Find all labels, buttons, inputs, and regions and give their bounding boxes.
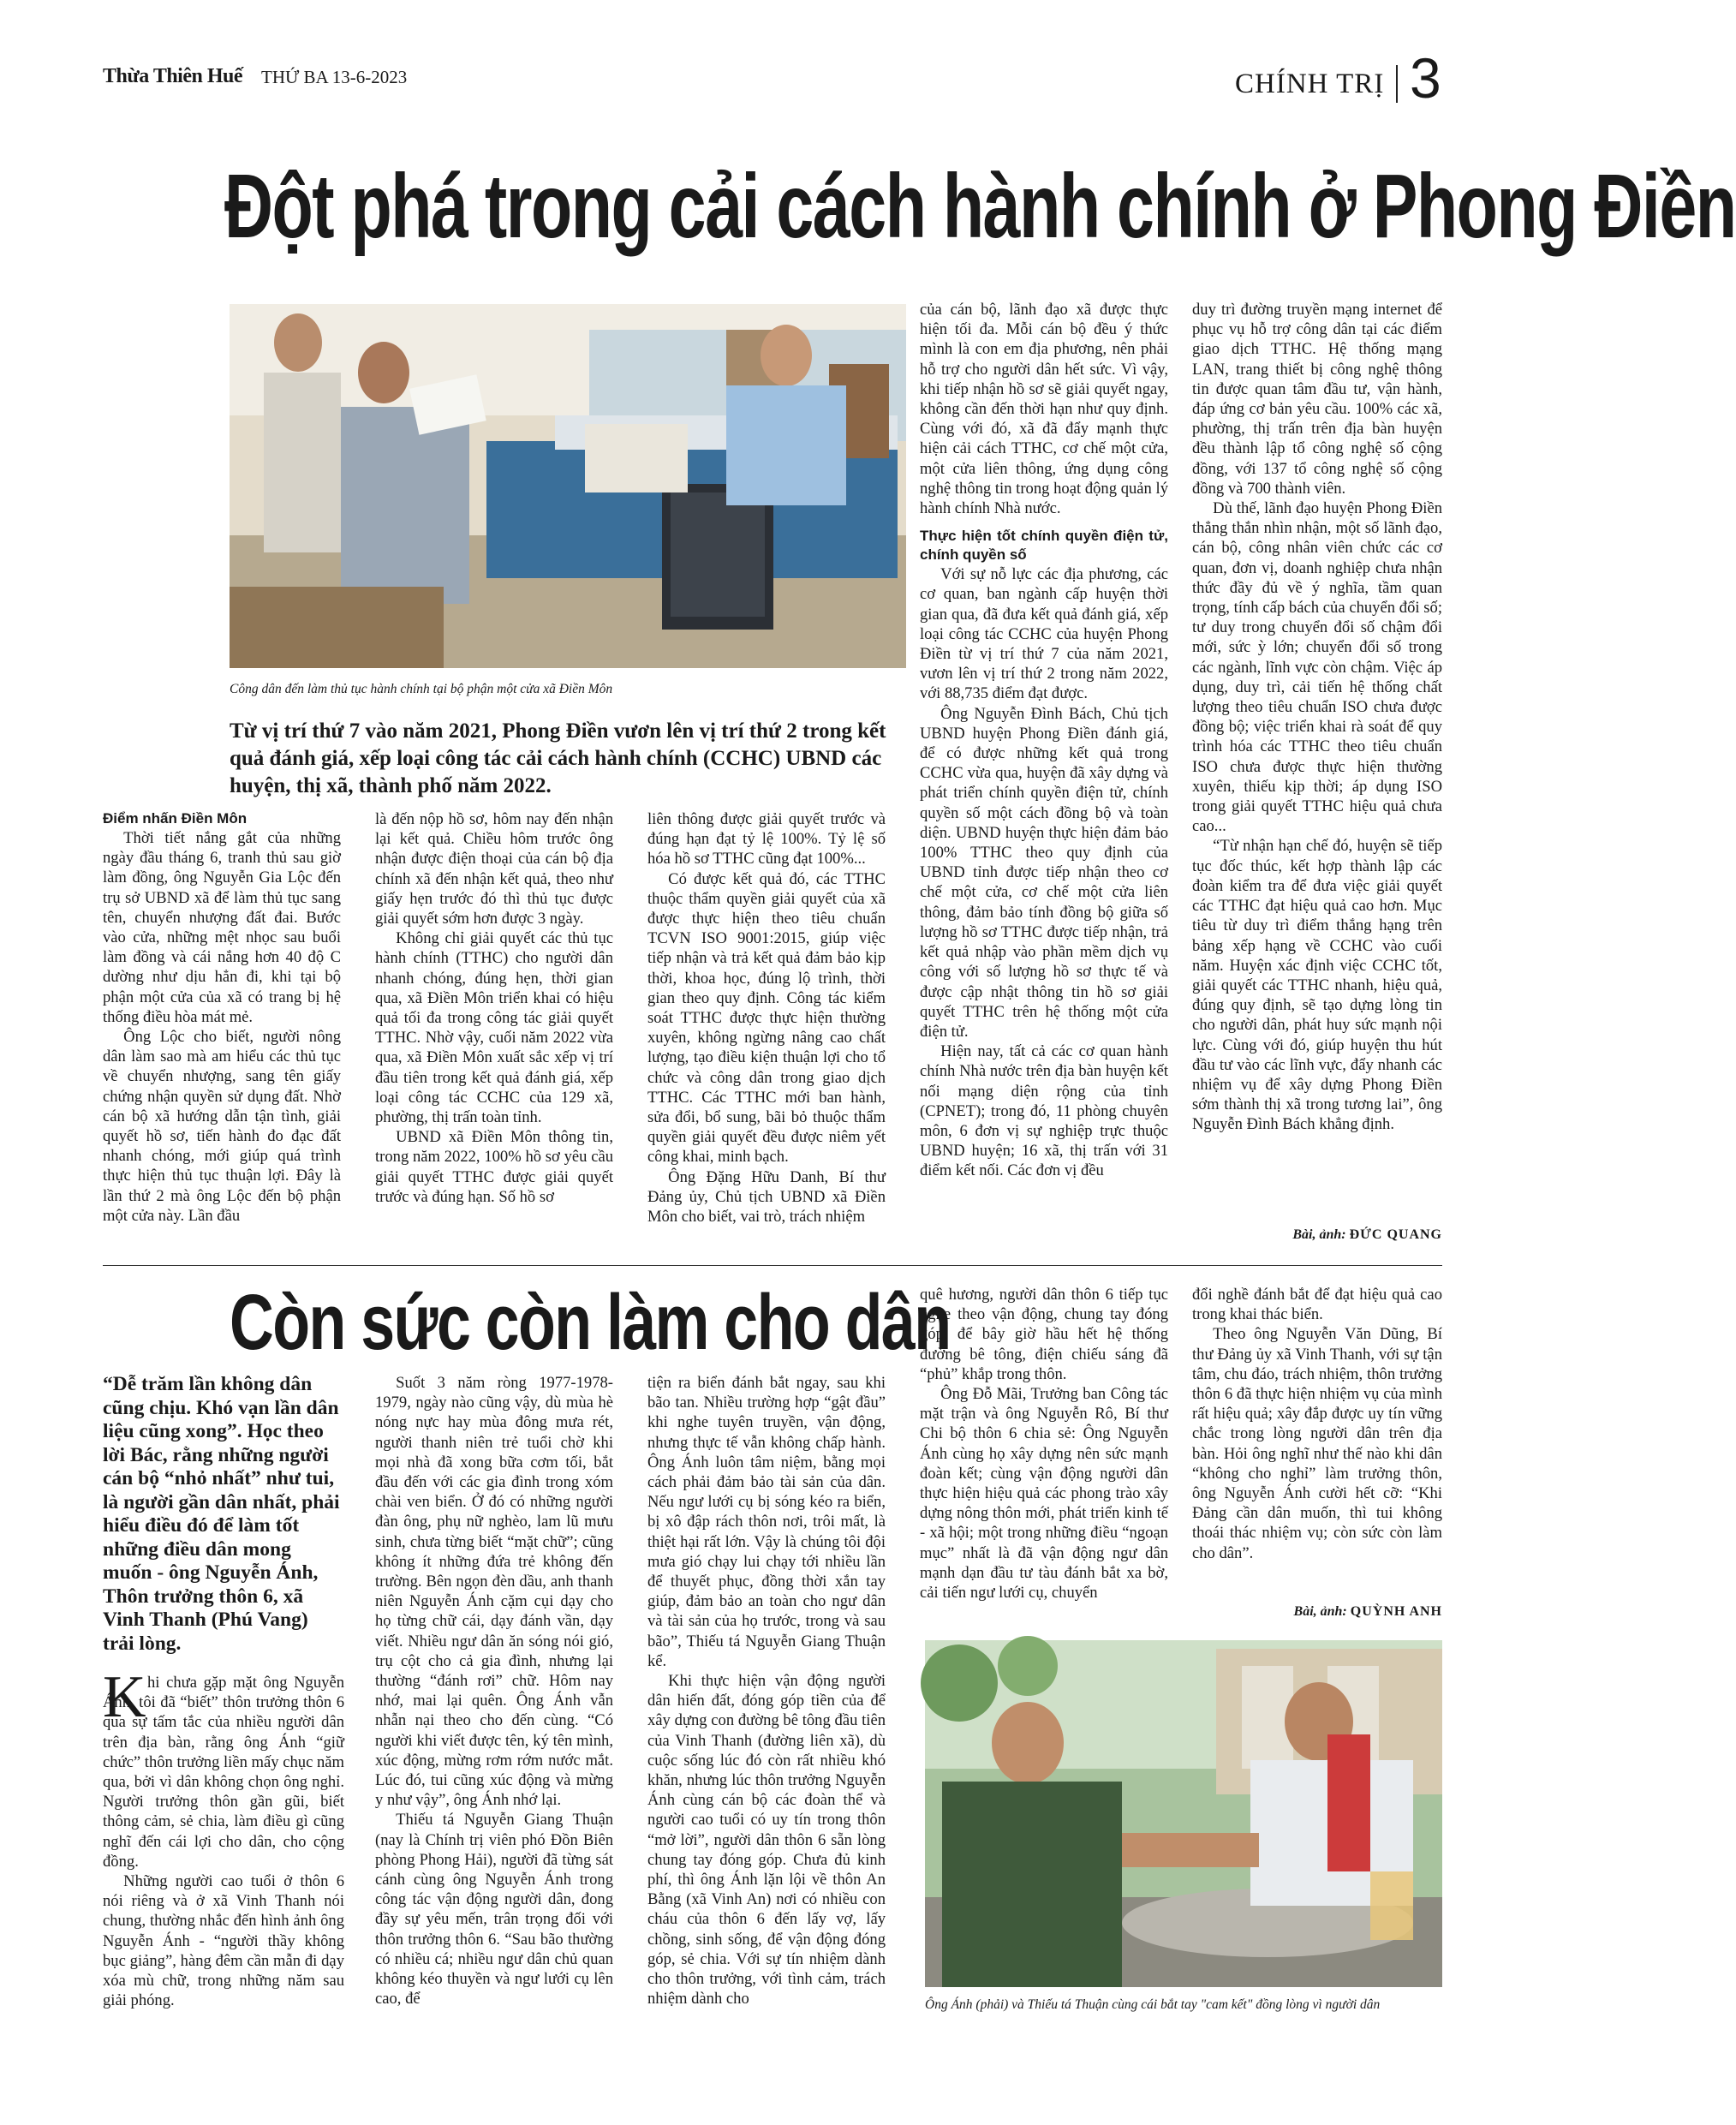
paragraph: Ông Đặng Hữu Danh, Bí thư Đảng ủy, Chủ tịch UBND xã Điền Môn cho biết, vai trò, trách nhiệm: [647, 1167, 886, 1227]
paragraph: Không chỉ giải quyết các thủ tục hành chính (TTHC) cho người dân nhanh chóng, đúng hẹn, thời gian qua, xã Điền Môn triển khai có hiệu quả tối đa trong công tác giải quyết TTHC. Nhờ vậy, cuối năm 2022 vừa qua, xã Điền Môn xuất sắc xếp vị trí đầu tiên trong kết quả đánh giá, xếp loại công tác CCHC của 129 xã, phường, thị trấn toàn tỉnh.: [375, 929, 613, 1127]
section-name: CHÍNH TRỊ: [1235, 69, 1385, 99]
paragraph: quê hương, người dân thôn 6 tiếp tục nghe theo vận động, chung tay đóng góp, để bây giờ hầu hết hệ thống đường bê tông, điện chiếu sáng đã “phủ” khắp trong thôn.: [920, 1286, 1168, 1383]
paragraph: Với sự nỗ lực các địa phương, các cơ quan, ban ngành cấp huyện thời gian qua, đã đưa kết quả đánh giá, xếp loại công tác CCHC của huyện Phong Điền từ vị trí thứ 7 của năm 2021, vươn lên vị trí thứ 2 trong năm 2022, với 88,735 điểm đạt được.: [920, 565, 1168, 703]
paragraph: Dù thế, lãnh đạo huyện Phong Điền thẳng thắn nhìn nhận, một số lãnh đạo, cán bộ, công nhân viên chức các cơ quan, đơn vị, doanh nghiệp chưa nhận thức đầy đủ về ý nghĩa, tầm quan trọng, tính cấp bách của chuyển đổi số; tư duy trong chuyển đổi số chậm đổi mới, sức ỳ lớn; chuyển đổi số trong các ngành, lĩnh vực còn chậm. Việc áp dụng, duy trì, cải tiến hệ thống chất lượng theo tiêu chuẩn ISO chưa được đồng bộ; việc triển khai rà soát để quy trình hóa các TTHC theo tiêu chuẩn ISO chưa được thực hiện thường xuyên, thiếu kịp thời; áp dụng ISO trong giải quyết TTHC hiệu quả chưa cao...: [1192, 499, 1442, 836]
article2-photo: [925, 1640, 1442, 1987]
article2-column-4: [920, 1285, 1168, 1602]
article1-headline: Đột phá trong cải cách hành chính ở Phong Điền: [224, 156, 1736, 257]
paragraph: Những người cao tuổi ở thôn 6 nói riêng và ở xã Vinh Thanh nói chung, thường nhắc đến hình ảnh ông Nguyễn Ánh - “người thầy không bục giảng”, hàng đêm cần mẫn đi dạy xóa mù chữ, trong những năm sau giải phóng.: [103, 1872, 344, 2010]
paragraph: Ông Lộc cho biết, người nông dân làm sao mà am hiểu các thủ tục về chuyển nhượng, sang tên giấy chứng nhận quyền sử dụng đất. Nhờ cán bộ xã hướng dẫn tận tình, giải quyết hồ sơ, tiến hành đo đạc đất nhanh chóng, mới giúp quá trình thực hiện thủ tục thuận lợi. Đây là lần thứ 2 mà ông Lộc đến bộ phận một cửa này. Lần đầu: [103, 1028, 341, 1225]
section-divider: [1396, 65, 1398, 103]
paragraph: là đến nộp hồ sơ, hôm nay đến nhận lại kết quả. Chiều hôm trước ông nhận được điện thoại của cán bộ địa chính xã đến nhận kết quả, theo như giấy hẹn trước đó thì thủ tục được giải quyết sớm hơn được 3 ngày.: [375, 810, 613, 928]
subheading: Thực hiện tốt chính quyền điện tử, chính quyền số: [920, 528, 1168, 564]
byline-prefix: Bài, ảnh:: [1292, 1227, 1346, 1242]
article1-photo-caption: Công dân đến làm thủ tục hành chính tại bộ phận một cửa xã Điền Môn: [230, 682, 613, 696]
subheading: Điểm nhấn Điền Môn: [103, 810, 248, 827]
article1-column-4: [920, 300, 1168, 1252]
article2-column-3: [647, 1373, 886, 2050]
byline-author: ĐỨC QUANG: [1349, 1227, 1442, 1242]
paragraph: “Từ nhận hạn chế đó, huyện sẽ tiếp tục đốc thúc, kết hợp thành lập các đoàn kiểm tra để đưa việc giải quyết các TTHC đạt hiệu quả cao hơn. Mục tiêu từ duy trì điểm thắng hạng trên bảng xếp hạng về CCHC vào cuối năm. Huyện xác định việc CCHC tốt, giải quyết các TTHC nhanh, hiệu quả, đúng quy định, sẽ tạo dựng lòng tin cho người dân, phát huy sức mạnh nội lực. Cùng với đó, giúp huyện thu hút đầu tư vào các lĩnh vực, đẩy nhanh các nhiệm vụ để xây dựng Phong Điền sớm thành thị xã trong tương lai”, ông Nguyễn Đình Bách khẳng định.: [1192, 837, 1442, 1134]
paragraph: Ông Đỗ Mãi, Trưởng ban Công tác mặt trận và ông Nguyễn Rô, Bí thư Chi bộ thôn 6 chia sẻ: Ông Nguyễn Ánh cùng họ xây dựng nên sức mạnh đoàn kết; cùng vận động người dân thực hiện hiệu quả các phong trào xây dựng nông thôn mới, phát triển kinh tế - xã hội; một trong những điều “ngoạn mục” nhất là đã vận động ngư dân mạnh dạn đầu tư tàu đánh bắt xa bờ, cải tiến ngư lưới cụ, chuyển: [920, 1385, 1168, 1603]
article2-column-2: [375, 1373, 613, 2050]
article1-column-5: [1192, 300, 1442, 1225]
paragraph: Ông Nguyễn Đình Bách, Chủ tịch UBND huyện Phong Điền đánh giá, để có được những kết quả trong CCHC vừa qua, huyện đã xây dựng và phát triển chính quyền điện tử, chính quyền số một cách đồng bộ và toàn diện. UBND huyện thực hiện đảm bảo 100% TTHC theo quy định của UBND tỉnh được tiếp nhận theo cơ chế một cửa, cơ chế một cửa liên thông, đảm bảo tính đồng bộ giữa số lượng hồ sơ TTHC được tiếp nhận, trả kết quả nhập vào phần mềm dịch vụ công với số lượng hồ sơ thực tế và được cập nhật thông tin hồ sơ giải quyết TTHC trên hệ thống một cửa điện tử.: [920, 704, 1168, 1041]
page-number: 3: [1410, 46, 1441, 110]
paragraph: hi chưa gặp mặt ông Nguyễn Ánh, tôi đã “biết” thôn trưởng thôn 6 qua sự tấm tắc của nhiều người dân trên địa bàn, rằng ông Ánh “giữ chức” thôn trưởng liền mấy chục năm qua, bởi vì dân không chọn ông nghỉ. Người trưởng thôn gần gũi, biết thông cảm, sẻ chia, làm điều gì cũng nghĩ đến cái lợi cho dân, cho cộng đồng.: [103, 1674, 344, 1871]
article1-column-1: [103, 809, 341, 1251]
article2-byline: [1192, 1604, 1442, 1620]
byline-prefix: Bài, ảnh:: [1293, 1604, 1347, 1619]
article1-photo: [230, 304, 906, 668]
paragraph: liên thông được giải quyết trước và đúng hạn đạt tỷ lệ 100%. Tỷ lệ số hóa hồ sơ TTHC cũng đạt 100%...: [647, 810, 886, 869]
handshake-scene-image: [925, 1640, 1442, 1987]
paragraph: tiện ra biển đánh bắt ngay, sau khi bão tan. Nhiều trường hợp “gật đầu” khi nghe tuyên truyền, vận động, nhưng thực tế vẫn không chấp hành. Ông Ánh luôn tâm niệm, bằng mọi cách phải đảm bảo tài sản của dân. Nếu ngư lưới cụ bị sóng kéo ra biển, bị xô đập rách thôn nơi, trôi mất, là thiệt hại rất lớn. Vậy là chúng tôi đội mưa gió chạy lui chạy tới nhiều lần để thuyết phục, đồng thời xắn tay giúp, đảm bảo an toàn cho ngư dân và tài sản của họ trước, trong và sau bão”, Thiếu tá Nguyễn Giang Thuận kể.: [647, 1374, 886, 1670]
paragraph: Suốt 3 năm ròng 1977-1978-1979, ngày nào cũng vậy, dù mùa hè nóng nực hay mùa đông mưa rét, người thanh niên trẻ tuổi chờ khi mọi nhà đã xong bữa cơm tối, bắt đầu đến với các gia đình trong xóm chài ven biển. Ở đó có những người đàn ông, phụ nữ nghèo, lam lũ mưu sinh, chưa từng biết “mặt chữ”; cũng không ít những đứa trẻ không đến trường. Bên ngọn đèn dầu, anh thanh niên Nguyễn Ánh cặm cụi dạy cho họ từng chữ cái, dạy đánh vần, dạy viết. Nhiều ngư dân ăn sóng nói gió, trụ cột cho cả gia đình, nhưng lại thường “đánh rơi” chữ. Hôm nay nhớ, mai lại quên. Ông Ánh vẫn nhẫn nại theo cho đến cùng. “Có người khi viết được tên, ký tên mình, xúc động, mừng rơm rớm nước mắt. Lúc đó, tui cũng xúc động và mừng y như vậy”, ông Ánh nhớ lại.: [375, 1374, 613, 1810]
article2-headline: Còn sức còn làm cho dân: [230, 1279, 951, 1366]
article1-byline: [1192, 1227, 1442, 1243]
article2-column-1: [103, 1664, 344, 2050]
paragraph: Khi thực hiện vận động người dân hiến đất, đóng góp tiền của để xây dựng con đường bê tông đầu tiên của Vinh Thanh (đường liên xã), dù cuộc sống lúc đó còn rất nhiều khó khăn, nhưng lúc thôn trưởng Nguyễn Ánh cùng cán bộ các đoàn thể và người cao tuổi có uy tín trong thôn “mở lời”, người dân thôn 6 sẵn lòng chung tay đóng góp. Chưa đủ kinh phí, thì ông Ánh lặn lội về thôn An Bằng (xã Vinh An) nơi có nhiều con cháu của thôn 6 đến lấy vợ, lấy chồng, sinh sống, để vận động đóng góp, sẻ chia. Với sự tín nhiệm dành cho thôn trưởng, với tình cảm, trách nhiệm dành cho: [647, 1672, 886, 2009]
issue-date: THỨ BA 13-6-2023: [261, 67, 408, 87]
office-scene-image: [230, 304, 906, 668]
paragraph: Thời tiết nắng gắt của những ngày đầu tháng 6, tranh thủ sau giờ làm đồng, ông Nguyễn Gia Lộc đến trụ sở UBND xã để làm thủ tục sang tên, chuyển nhượng đất đai. Bước vào cửa, những mệt nhọc sau buổi làm đồng và cái nắng hơn 40 độ C dường như dịu hẳn đi, khi tại bộ phận một cửa của xã có trang bị hệ thống điều hòa mát mẻ.: [103, 829, 341, 1026]
paragraph: Hiện nay, tất cả các cơ quan hành chính Nhà nước trên địa bàn huyện kết nối mạng diện rộng của tỉnh (CPNET); trong đó, 11 phòng chuyên môn, 6 đơn vị sự nghiệp trực thuộc UBND huyện; 16 xã, thị trấn với 31 điểm kết nối. Các đơn vị đều: [920, 1042, 1168, 1180]
paragraph: duy trì đường truyền mạng internet để phục vụ hỗ trợ công dân tại các điểm giao dịch TTHC. Hệ thống mạng LAN, trang thiết bị công nghệ thông tin được quan tâm đầu tư, vận hành, đáp ứng cơ bản yêu cầu. 100% các xã, phường, thị trấn trên địa bàn huyện đều thành lập tổ công nghệ số cộng đồng, với 137 tổ công nghệ số cộng đồng và 700 thành viên.: [1192, 301, 1442, 498]
article-divider: [103, 1265, 1442, 1266]
article2-photo-caption: Ông Ánh (phải) và Thiếu tá Thuận cùng cái bắt tay "cam kết" đồng lòng vì người dân: [925, 1997, 1381, 2012]
article2-pullquote: “Dễ trăm lần không dân cũng chịu. Khó vạn lần dân liệu cũng xong”. Học theo lời Bác, rằng những người cán bộ “nhỏ nhất” như tui, là người gần dân nhất, phải hiểu điều đó để làm tốt những điều dân mong muốn - ông Nguyễn Ánh, Thôn trưởng thôn 6, xã Vinh Thanh (Phú Vang) trải lòng.: [103, 1373, 340, 1655]
article1-column-3: [647, 809, 886, 1251]
newspaper-name: Thừa Thiên Huế: [103, 65, 243, 87]
page-header: [0, 0, 1543, 120]
paragraph: Có được kết quả đó, các TTHC thuộc thẩm quyền giải quyết của xã được thực hiện theo tiêu chuẩn TCVN ISO 9001:2015, giúp việc tiếp nhận và trả kết quả đảm bảo kịp thời, khoa học, đúng lộ trình, thời gian theo quy định. Công tác kiểm soát TTHC được thực hiện thường xuyên, không ngừng nâng cao chất lượng, tạo điều kiện thuận lợi cho tổ chức và công dân trong giao dịch TTHC. Các TTHC mới ban hành, sửa đổi, bổ sung, bãi bỏ thuộc thẩm quyền giải quyết đều được niêm yết công khai, minh bạch.: [647, 869, 886, 1167]
article1-lead: Từ vị trí thứ 7 vào năm 2021, Phong Điền vươn lên vị trí thứ 2 trong kết quả đánh giá, xếp loại công tác cải cách hành chính (CCHC) UBND các huyện, thị xã, thành phố năm 2022.: [230, 719, 886, 797]
drop-cap: K: [103, 1664, 146, 1730]
paragraph: Thiếu tá Nguyễn Giang Thuận (nay là Chính trị viên phó Đồn Biên phòng Phong Hải), người đã từng sát cánh cùng ông Nguyễn Ánh trong công tác vận động người dân, đong đầy sự yêu mến, trân trọng đối với thôn trưởng thôn 6. “Sau bão thường có nhiều cá; nhiều ngư dân chủ quan không kéo thuyền và ngư lưới cụ lên cao, để: [375, 1811, 613, 2009]
article2-column-5: [1192, 1285, 1442, 1602]
article1-column-2: [375, 809, 613, 1251]
paragraph: đổi nghề đánh bắt để đạt hiệu quả cao trong khai thác biển.: [1192, 1286, 1442, 1324]
paragraph: Theo ông Nguyễn Văn Dũng, Bí thư Đảng ủy xã Vinh Thanh, với sự tận tâm, chu đáo, trách nhiệm, thôn trưởng thôn 6 đã thực hiện nhiệm vụ của mình rất hiệu quả; xây đắp được uy tín vững chắc trong lòng người dân trên địa bàn. Hỏi ông nghĩ như thế nào khi dân “không cho nghỉ” làm trưởng thôn, ông Nguyễn Ánh cười hết cỡ: “Khi Đảng cần dân muốn, thì tui không thoái thác nhiệm vụ; còn sức còn làm cho dân”.: [1192, 1325, 1442, 1562]
paragraph: UBND xã Điền Môn thông tin, trong năm 2022, 100% hồ sơ yêu cầu giải quyết TTHC được giải quyết trước và đúng hạn. Số hồ sơ: [375, 1128, 613, 1206]
byline-author: QUỲNH ANH: [1350, 1604, 1442, 1619]
paragraph: của cán bộ, lãnh đạo xã được thực hiện tối đa. Mỗi cán bộ đều ý thức mình là con em địa phương, nên phải hỗ trợ cho người dân hết sức. Vì vậy, khi tiếp nhận hồ sơ sẽ giải quyết ngay, không cần đến thời hạn như quy định. Cùng với đó, xã đã đẩy mạnh thực hiện cải cách TTHC, cơ chế một cửa, một cửa liên thông, ứng dụng công nghệ thông tin trong hoạt động quản lý hành chính Nhà nước.: [920, 301, 1168, 518]
